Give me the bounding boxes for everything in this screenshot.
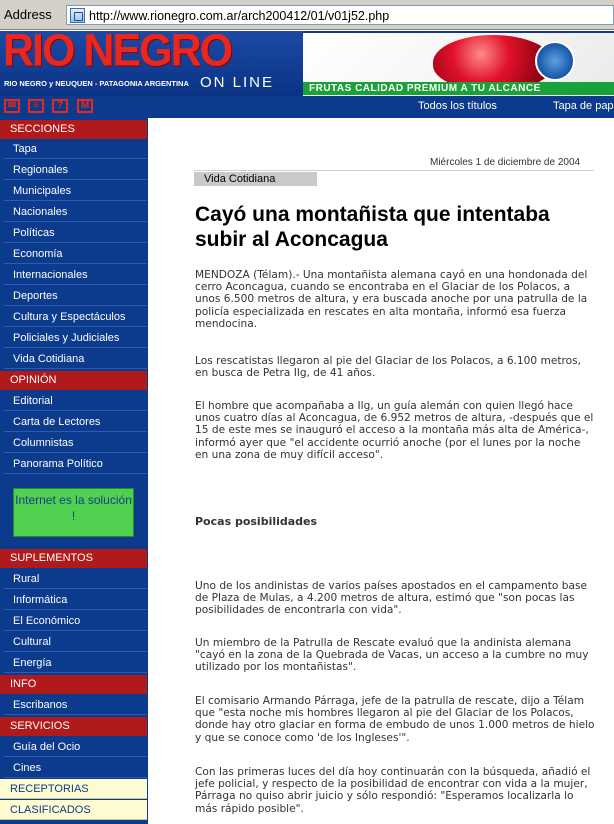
sidebar-item-policiales[interactable]: Policiales y Judiciales	[4, 328, 147, 348]
sidebar-item-cultural[interactable]: Cultural	[4, 632, 147, 652]
sidebar-item-energia[interactable]: Energía	[4, 653, 147, 673]
sidebar-item-regionales[interactable]: Regionales	[4, 160, 147, 180]
document-icon[interactable]: ≡	[28, 99, 44, 113]
sidebar-item-deportes[interactable]: Deportes	[4, 286, 147, 306]
paragraph-3: El hombre que acompañaba a Ilg, un guía alemán con quien llegó hace unos cuatro días al Aconcagua, de 6.952 metros de altura, -después que el 15 de este mes se inauguró el acceso a la montaña más alta de América-, informó ayer que "el accidente ocurrió anoche (por el lunes por la noche en una zona de muy difícil acceso".	[195, 400, 594, 461]
ad-seal-icon	[535, 41, 575, 81]
sidebar-item-cines[interactable]: Cines	[4, 758, 147, 778]
sidebar-item-panorama-politico[interactable]: Panorama Político	[4, 454, 147, 474]
article-subhead: Pocas posibilidades	[195, 515, 318, 528]
sidebar-item-vida-cotidiana[interactable]: Vida Cotidiana	[4, 349, 147, 369]
paragraph-5: Un miembro de la Patrulla de Rescate evaluó que la andinista alemana "cayó en la zona de la Quebrada de Vacas, un acceso a la cumbre no muy utilizado por los montañistas".	[195, 637, 589, 674]
article-date: Miércoles 1 de diciembre de 2004	[430, 157, 581, 168]
sidebar-item-clasificados[interactable]: CLASIFICADOS	[0, 800, 147, 820]
toolbar	[0, 96, 614, 118]
sidebar-item-carta-lectores[interactable]: Carta de Lectores	[4, 412, 147, 432]
sidebar-item-escribanos[interactable]: Escribanos	[4, 695, 147, 715]
category-tag: Vida Cotidiana	[194, 172, 317, 186]
logo-subtitle: RIO NEGRO y NEUQUEN - PATAGONIA ARGENTINA	[4, 79, 189, 88]
ad-text: FRUTAS CALIDAD PREMIUM A TU ALCANCE	[303, 82, 614, 95]
logo-title: RIO NEGRO	[3, 25, 232, 77]
divider	[194, 170, 594, 171]
all-titles-link[interactable]: Todos los títulos	[418, 100, 497, 112]
help-icon[interactable]: ?	[52, 99, 68, 113]
sidebar-item-el-economico[interactable]: El Económico	[4, 611, 147, 631]
section-header-servicios: SERVICIOS	[0, 717, 147, 736]
sidebar-item-guia-ocio[interactable]: Guía del Ocio	[4, 737, 147, 757]
sidebar-item-informatica[interactable]: Informática	[4, 590, 147, 610]
section-header-secciones: SECCIONES	[0, 120, 147, 139]
article-headline: Cayó una montañista que intentaba subir al Aconcagua	[195, 203, 550, 251]
sidebar-item-politicas[interactable]: Políticas	[4, 223, 147, 243]
sidebar-item-tapa[interactable]: Tapa	[4, 139, 147, 159]
sidebar-item-nacionales[interactable]: Nacionales	[4, 202, 147, 222]
front-page-link[interactable]: Tapa de pap	[553, 100, 614, 112]
site-logo[interactable]	[0, 25, 303, 96]
ad-banner[interactable]	[303, 33, 614, 96]
sidebar-item-economia[interactable]: Economía	[4, 244, 147, 264]
site-header	[0, 25, 614, 96]
section-header-info: INFO	[0, 675, 147, 694]
mail-icon[interactable]: ✉	[4, 99, 20, 113]
section-header-opinion: OPINIÓN	[0, 371, 147, 390]
sidebar-item-rural[interactable]: Rural	[4, 569, 147, 589]
paragraph-7: Con las primeras luces del día hoy continuarán con la búsqueda, añadió el jefe policial, y respecto de la posibilidad de encontrar con vida a la mujer, Párraga no quiso abrir juicio y sólo respondió: "Esperamos localizarla lo más rápido posible".	[195, 766, 591, 815]
sidebar-item-editorial[interactable]: Editorial	[4, 391, 147, 411]
paragraph-1: MENDOZA (Télam).- Una montañista alemana cayó en una hondonada del cerro Aconcagua, cuando se encontraba en el Glaciar de los Polacos, a unos 6.500 metros de altura, y era buscada anoche por una patrulla de la policía especializada en rescates en alta montaña, informó esa fuerza mendocina.	[195, 269, 588, 330]
sidebar-item-municipales[interactable]: Municipales	[4, 181, 147, 201]
paragraph-4: Uno de los andinistas de varios países apostados en el campamento base de Plaza de Mulas, a 4.200 metros de altura, estimó que "son pocas las posibilidades de encontrarla con vida".	[195, 580, 587, 617]
address-url[interactable]: http://www.rionegro.com.ar/arch200412/01/v01j52.php	[89, 9, 390, 23]
page-icon	[70, 8, 85, 23]
sidebar	[0, 118, 148, 824]
article-content	[148, 118, 614, 824]
paragraph-2: Los rescatistas llegaron al pie del Glaciar de los Polacos, a 6.100 metros, en busca de Petra Ilg, de 41 años.	[195, 355, 581, 380]
sidebar-item-internacionales[interactable]: Internacionales	[4, 265, 147, 285]
address-label: Address	[4, 7, 52, 22]
sidebar-item-receptorias[interactable]: RECEPTORIAS	[0, 779, 147, 799]
paragraph-6: El comisario Armando Párraga, jefe de la patrulla de rescate, dijo a Télam que "esta noche mis hombres llegaron al pie del Glaciar de los Polacos, donde hay otro glaciar en forma de embudo de unos 1.000 metros de hielo y que se conoce como 'de los Ingleses'".	[195, 695, 595, 744]
m-icon[interactable]: M	[77, 99, 93, 113]
promo-banner[interactable]: Internet es la solución !	[13, 488, 134, 537]
logo-online: ON LINE	[200, 74, 275, 91]
section-header-suplementos: SUPLEMENTOS	[0, 549, 147, 568]
sidebar-item-cultura[interactable]: Cultura y Espectáculos	[4, 307, 147, 327]
sidebar-item-columnistas[interactable]: Columnistas	[4, 433, 147, 453]
address-input[interactable]	[66, 5, 614, 25]
